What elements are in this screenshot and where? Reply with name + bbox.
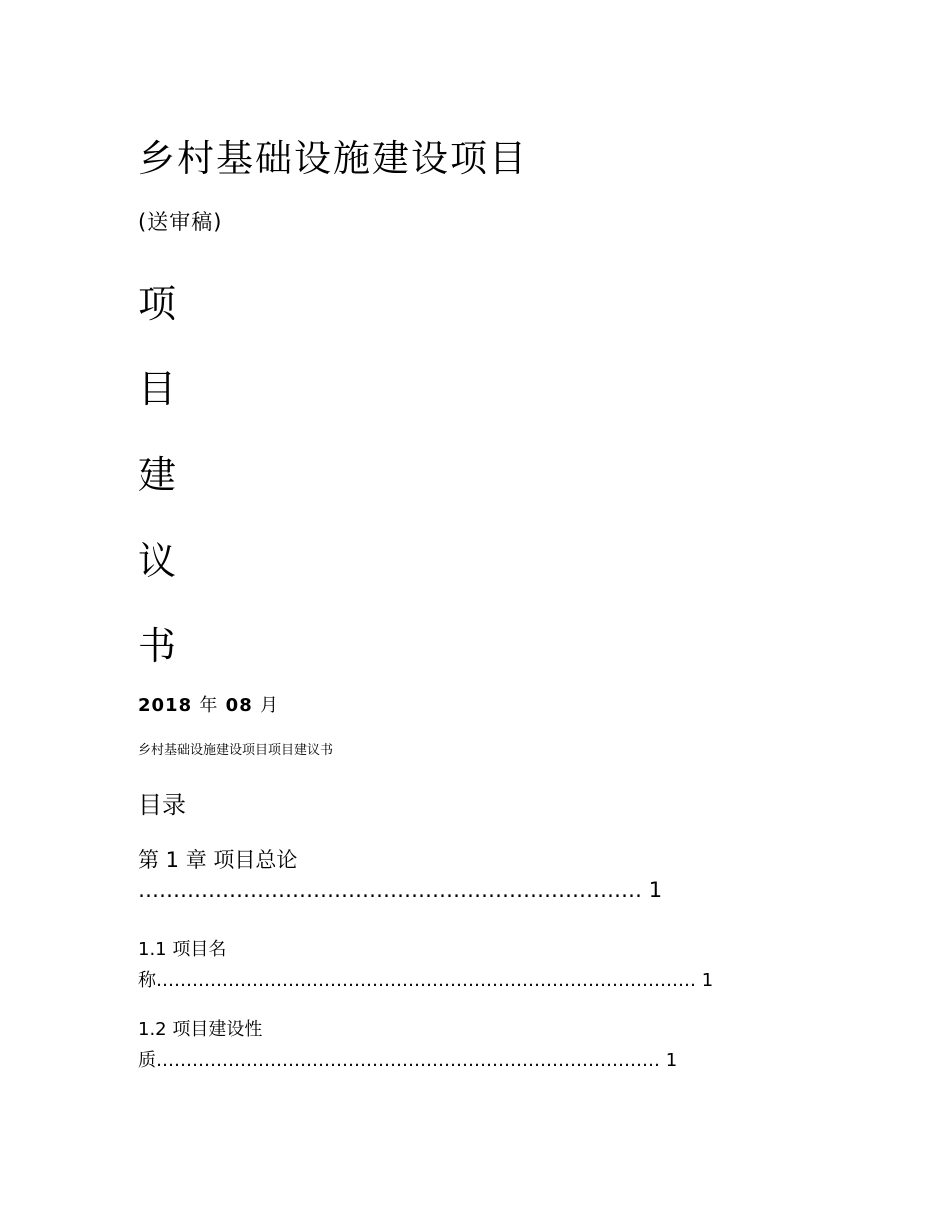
toc-section-1-1-entry bbox=[138, 966, 713, 992]
date-year-unit: 年 bbox=[199, 695, 219, 716]
toc-section-1-2-label: 1.2 项目建设性 bbox=[138, 1019, 263, 1040]
vertical-title-char-5: 书 bbox=[138, 624, 177, 668]
vertical-title-char-4: 议 bbox=[138, 539, 177, 583]
toc-heading: 目录 bbox=[138, 791, 186, 819]
toc-section-1-1-label: 1.1 项目名 bbox=[138, 939, 227, 960]
toc-chapter-1-entry bbox=[138, 878, 662, 902]
document-title: 乡村基础设施建设项目 bbox=[138, 137, 528, 180]
vertical-title-char-3: 建 bbox=[138, 453, 177, 497]
toc-section-1-2-entry bbox=[138, 1046, 677, 1072]
running-header: 乡村基础设施建设项目项目建议书 bbox=[138, 743, 334, 758]
toc-leader: ……………………………………………………………… bbox=[138, 878, 642, 902]
date-year: 2018 bbox=[138, 695, 193, 716]
toc-leader: ……………………………………………………………………………… bbox=[156, 970, 696, 991]
toc-chapter-1-label: 第 1 章 项目总论 bbox=[138, 848, 298, 872]
toc-label-tail: 称 bbox=[138, 970, 156, 991]
date-month: 08 bbox=[225, 695, 253, 716]
document-date bbox=[138, 691, 279, 717]
vertical-title-char-2: 目 bbox=[138, 367, 177, 411]
toc-leader: ………………………………………………………………………… bbox=[156, 1050, 660, 1071]
date-month-unit: 月 bbox=[260, 695, 280, 716]
vertical-title-char-1: 项 bbox=[138, 282, 177, 326]
toc-page-number: 1 bbox=[648, 878, 663, 902]
toc-label-tail: 质 bbox=[138, 1050, 156, 1071]
document-subtitle: (送审稿) bbox=[138, 210, 223, 234]
toc-page-number: 1 bbox=[665, 1050, 678, 1071]
toc-page-number: 1 bbox=[701, 970, 714, 991]
